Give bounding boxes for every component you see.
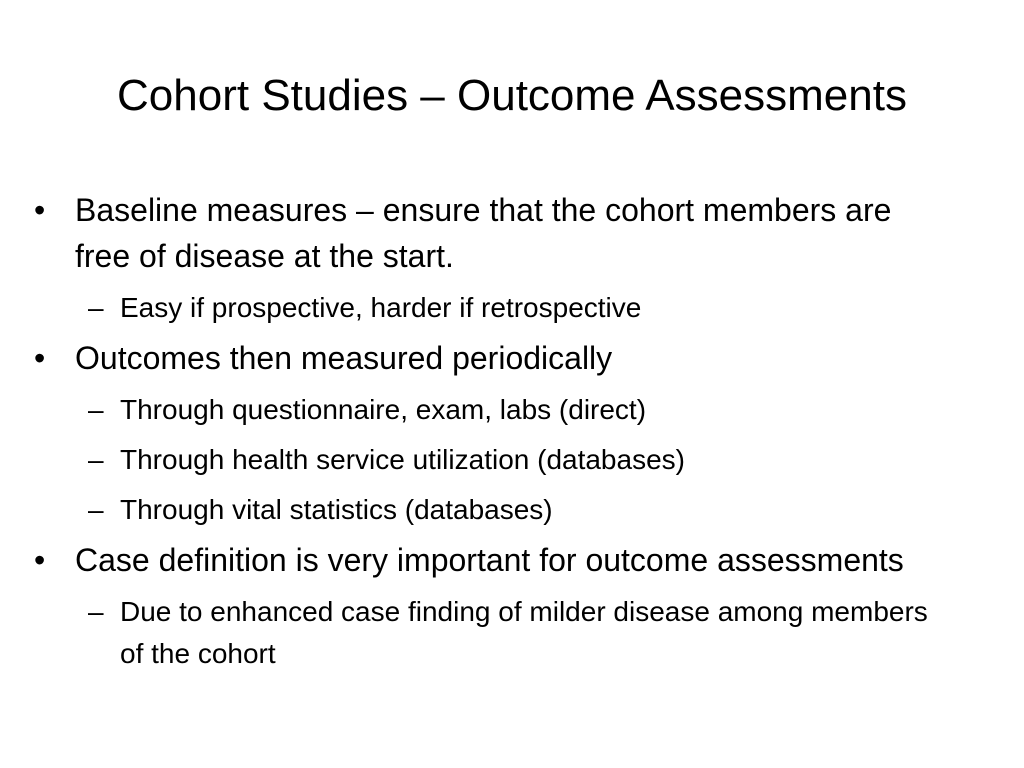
slide-title: Cohort Studies – Outcome Assessments (117, 71, 907, 120)
sub-bullet-item (34, 287, 934, 329)
sub-bullet-text: Through vital statistics (databases) (120, 494, 553, 525)
sub-bullet-item (34, 489, 934, 531)
bullet-item (34, 335, 934, 381)
sub-bullet-text: Easy if prospective, harder if retrospective (120, 292, 642, 323)
bullet-marker: • (34, 542, 46, 578)
bullet-text: Baseline measures – ensure that the cohort members are free of disease at the start. (75, 192, 892, 274)
sub-bullet-text: Through health service utilization (databases) (120, 444, 685, 475)
dash-marker: – (88, 394, 104, 425)
sub-bullet-text: Due to enhanced case finding of milder disease among members of the cohort (120, 596, 928, 669)
dash-marker: – (88, 596, 104, 627)
dash-marker: – (88, 292, 104, 323)
bullet-marker: • (34, 192, 46, 228)
bullet-list (34, 187, 934, 677)
sub-bullet-item (34, 591, 934, 675)
sub-bullet-item (34, 439, 934, 481)
sub-bullet-text: Through questionnaire, exam, labs (direct) (120, 394, 647, 425)
bullet-marker: • (34, 340, 46, 376)
bullet-item (34, 537, 934, 583)
dash-marker: – (88, 494, 104, 525)
bullet-text: Case definition is very important for outcome assessments (75, 542, 904, 578)
bullet-item (34, 187, 934, 279)
bullet-text: Outcomes then measured periodically (75, 340, 613, 376)
dash-marker: – (88, 444, 104, 475)
sub-bullet-item (34, 389, 934, 431)
